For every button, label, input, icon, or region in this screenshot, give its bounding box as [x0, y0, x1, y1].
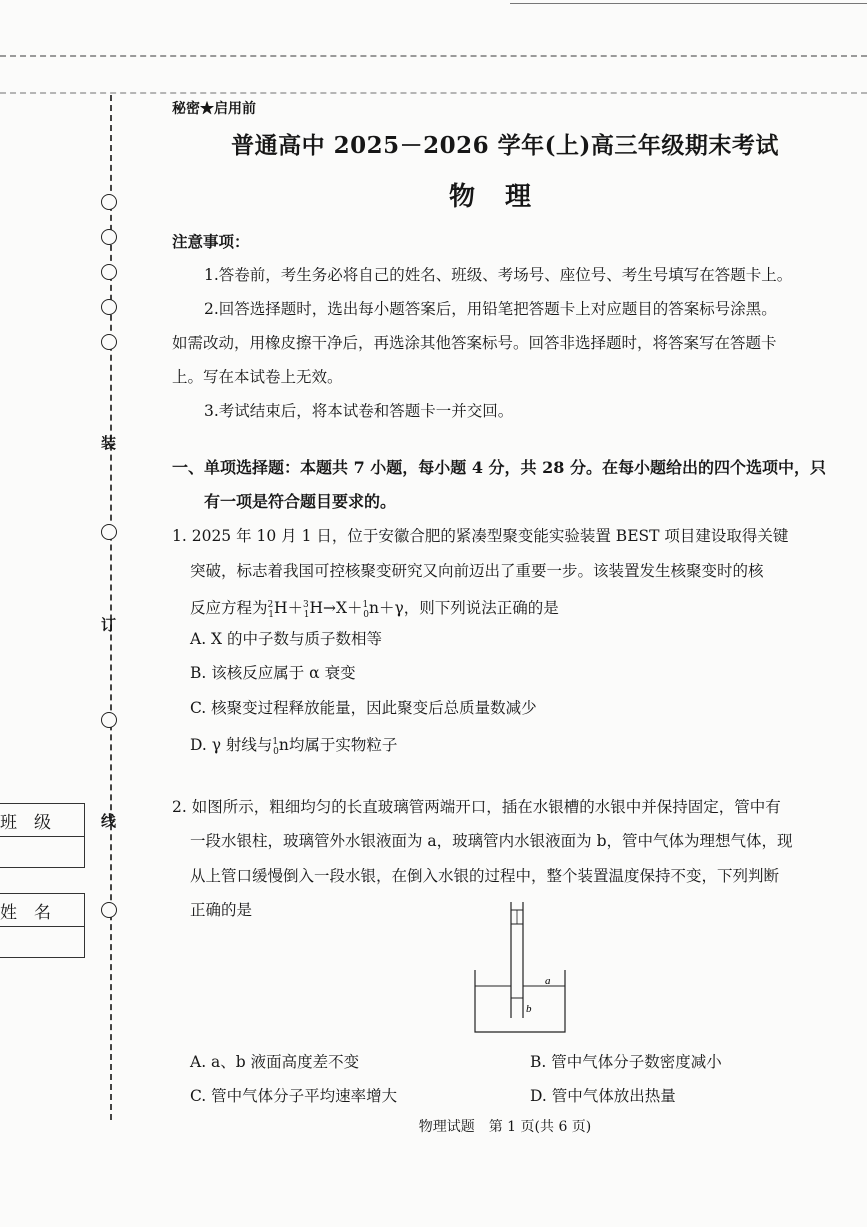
q1-stem-line-1: 1. 2025 年 10 月 1 日，位于安徽合肥的紧凑型聚变能实验装置 BEST 项目建设取得关键: [172, 527, 789, 545]
name-label: 姓 名: [0, 894, 84, 927]
section-1-heading: 一、单项选择题：本题共 7 小题，每小题 4 分，共 28 分。在每小题给出的四个选项中，只: [172, 458, 826, 477]
top-cut-line: [0, 55, 867, 57]
q2-option-a: A. a、b 液面高度差不变: [190, 1053, 360, 1071]
name-box: [0, 893, 85, 958]
q1-option-d: D. γ 射线与$^1_0$n均属于实物粒子: [190, 736, 398, 758]
q2-option-b: B. 管中气体分子数密度减小: [530, 1053, 722, 1071]
binding-hole: [101, 524, 117, 540]
q1-option-a: A. X 的中子数与质子数相等: [190, 630, 383, 648]
secret-label: 秘密★启用前: [172, 101, 256, 117]
q2-option-d: D. 管中气体放出热量: [530, 1087, 676, 1105]
q2-stem-line-4: 正确的是: [190, 901, 253, 919]
q2-stem-line-2: 一段水银柱，玻璃管外水银液面为 a，玻璃管内水银液面为 b，管中气体为理想气体，现: [190, 832, 793, 850]
binding-hole: [101, 334, 117, 350]
binding-hole: [101, 264, 117, 280]
binding-hole: [101, 194, 117, 210]
notice-heading: 注意事项：: [172, 232, 250, 251]
exam-title: 普通高中 2025－2026 学年(上)高三年级期末考试: [231, 132, 779, 159]
subject-title: 物理: [448, 182, 561, 212]
binding-hole: [101, 229, 117, 245]
binding-hole: [101, 902, 117, 918]
class-field[interactable]: [0, 837, 84, 867]
q2-option-c: C. 管中气体分子平均速率增大: [190, 1087, 398, 1105]
notice-item-2-line-3: 上。写在本试卷上无效。: [172, 368, 343, 386]
name-field[interactable]: [0, 927, 84, 957]
q2-stem-line-1: 2. 如图所示，粗细均匀的长直玻璃管两端开口，插在水银槽的水银中并保持固定，管中有: [172, 798, 781, 816]
q1-option-b: B. 该核反应属于 α 衰变: [190, 664, 356, 682]
binding-char-xian: 线: [101, 812, 117, 830]
q1-option-c: C. 核聚变过程释放能量，因此聚变后总质量数减少: [190, 699, 537, 717]
binding-hole: [101, 712, 117, 728]
class-label: 班 级: [0, 804, 84, 837]
page-footer: 物理试题 第 1 页(共 6 页): [418, 1119, 592, 1135]
binding-char-zhuang: 装: [101, 434, 117, 452]
q1-stem-line-3: 反应方程为$^2_1$H＋$^3_1$H→X＋$^1_0$n＋γ，则下列说法正确的是: [190, 599, 559, 621]
notice-item-1: 1.答卷前，考生务必将自己的姓名、班级、考场号、座位号、考生号填写在答题卡上。: [204, 266, 793, 284]
notice-item-3: 3.考试结束后，将本试卷和答题卡一并交回。: [204, 402, 514, 420]
binding-hole: [101, 299, 117, 315]
label-a: a: [545, 975, 551, 987]
notice-item-2-line-1: 2.回答选择题时，选出每小题答案后，用铅笔把答题卡上对应题目的答案标号涂黑。: [204, 300, 777, 318]
q1-stem-line-2: 突破，标志着我国可控核聚变研究又向前迈出了重要一步。该装置发生核聚变时的核: [190, 562, 764, 580]
label-b: b: [526, 1003, 532, 1015]
top-edge-line: [510, 3, 867, 4]
section-1-heading-2: 有一项是符合题目要求的。: [204, 492, 397, 511]
binding-char-ding: 订: [101, 616, 117, 634]
notice-item-2-line-2: 如需改动，用橡皮擦干净后，再选涂其他答案标号。回答非选择题时，将答案写在答题卡: [172, 334, 777, 352]
q2-figure: [465, 900, 585, 1040]
class-box: [0, 803, 85, 868]
top-cut-line-2: [0, 92, 867, 94]
q1-equation: $^2_1$H＋$^3_1$H→X＋$^1_0$n＋γ: [267, 599, 404, 621]
binding-line: [110, 95, 112, 1120]
q2-stem-line-3: 从上管口缓慢倒入一段水银，在倒入水银的过程中，整个装置温度保持不变，下列判断: [190, 867, 780, 885]
neutron-symbol: $^1_0$n: [272, 736, 289, 758]
